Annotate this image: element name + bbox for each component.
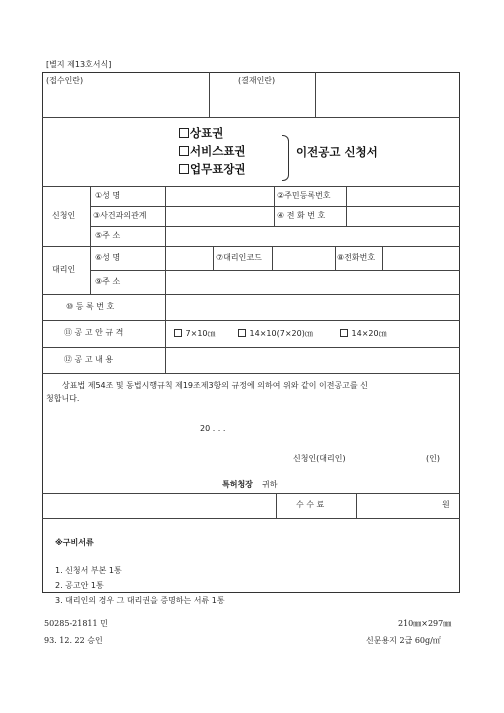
col-divider [90, 186, 91, 294]
option-trademark[interactable]: 상표권 [179, 128, 223, 140]
checkbox-icon[interactable] [238, 329, 246, 337]
row-divider [42, 294, 460, 295]
row-divider [42, 186, 460, 187]
applicant-section-label: 신청인 [52, 211, 76, 220]
attachment-item: 2. 공고안 1통 [55, 581, 104, 590]
addressee-suffix: 귀하 [262, 480, 278, 489]
applicant-name-label: ①성 명 [95, 191, 121, 200]
row-divider [90, 226, 460, 227]
registration-number-label: ⑩ 등 록 번 호 [66, 302, 115, 311]
checkbox-icon[interactable] [179, 128, 189, 138]
declaration-seal: (인) [426, 454, 440, 463]
footer-paper-type: 신문용지 2급 60g/㎡ [366, 636, 441, 645]
col-divider [165, 294, 166, 373]
row-divider [42, 320, 460, 321]
row-divider [42, 518, 460, 519]
col-divider [346, 186, 347, 226]
declaration-signer: 신청인(대리인) [293, 454, 346, 463]
row-divider [90, 270, 460, 271]
row-divider [42, 246, 460, 247]
col-divider [382, 246, 383, 270]
col-divider [276, 493, 277, 518]
applicant-address-label: ⑤주 소 [95, 231, 121, 240]
row-divider [90, 206, 460, 207]
declaration-text-line1: 상표법 제54조 및 동법시행규칙 제19조제3항의 규정에 의하여 위와 같이 이전공고를 신 [62, 381, 368, 390]
col-divider [272, 246, 273, 270]
footer-approval: 93. 12. 22 승인 [44, 636, 103, 645]
footer-form-code: 50285-21811 민 [44, 619, 108, 628]
attachment-item: 3. 대리인의 경우 그 대리권을 증명하는 서류 1통 [55, 596, 225, 605]
col-divider [274, 186, 275, 226]
col-divider [356, 493, 357, 518]
fee-unit: 원 [442, 500, 450, 509]
attachments-title: ※구비서류 [55, 538, 94, 547]
checkbox-icon[interactable] [174, 329, 182, 337]
agent-code-label: ⑦대리인코드 [216, 253, 262, 262]
approval-stamp-label: (결재인란) [238, 76, 276, 85]
applicant-relation-label: ③사건과의관계 [93, 211, 147, 220]
form-title: 이전공고 신청서 [296, 145, 378, 159]
ad-content-label: ⑫ 공 고 내 용 [64, 355, 114, 364]
ad-size-option-small[interactable]: 7×10㎝ [174, 329, 216, 338]
option-service-mark[interactable]: 서비스표권 [179, 146, 246, 158]
row-divider [42, 347, 460, 348]
agent-address-label: ⑨주 소 [95, 277, 121, 286]
ad-size-option-medium[interactable]: 14×10(7×20)㎝ [238, 329, 313, 338]
checkbox-icon[interactable] [179, 164, 189, 174]
agent-section-label: 대리인 [52, 265, 76, 274]
form-number: [별지 제13호서식] [46, 60, 112, 69]
agent-phone-label: ⑧전화번호 [337, 253, 376, 262]
col-divider [165, 186, 166, 294]
col-divider [209, 72, 210, 117]
col-divider [315, 72, 316, 117]
option-business-emblem[interactable]: 업무표장권 [179, 164, 246, 176]
fee-label: 수 수 료 [296, 500, 325, 509]
col-divider [335, 246, 336, 270]
applicant-resident-no-label: ②주민등록번호 [277, 191, 331, 200]
ad-size-label: ⑪ 공 고 안 규 격 [64, 328, 124, 337]
footer-paper-size: 210㎜×297㎜ [398, 619, 452, 628]
receipt-stamp-label: (접수인란) [46, 76, 84, 85]
attachment-item: 1. 신청서 부본 1통 [55, 566, 122, 575]
bracket-icon [282, 135, 289, 181]
row-divider [42, 493, 460, 494]
applicant-phone-label: ④ 전 화 번 호 [277, 211, 326, 220]
checkbox-icon[interactable] [340, 329, 348, 337]
agent-name-label: ⑥성 명 [95, 253, 121, 262]
declaration-date: 20 . . . [200, 424, 226, 433]
row-divider [42, 373, 460, 374]
col-divider [213, 246, 214, 270]
addressee: 특허청장 [222, 480, 253, 489]
ad-size-option-large[interactable]: 14×20㎝ [340, 329, 387, 338]
checkbox-icon[interactable] [179, 146, 189, 156]
declaration-text-line2: 청합니다. [46, 394, 80, 403]
row-divider [42, 117, 460, 118]
